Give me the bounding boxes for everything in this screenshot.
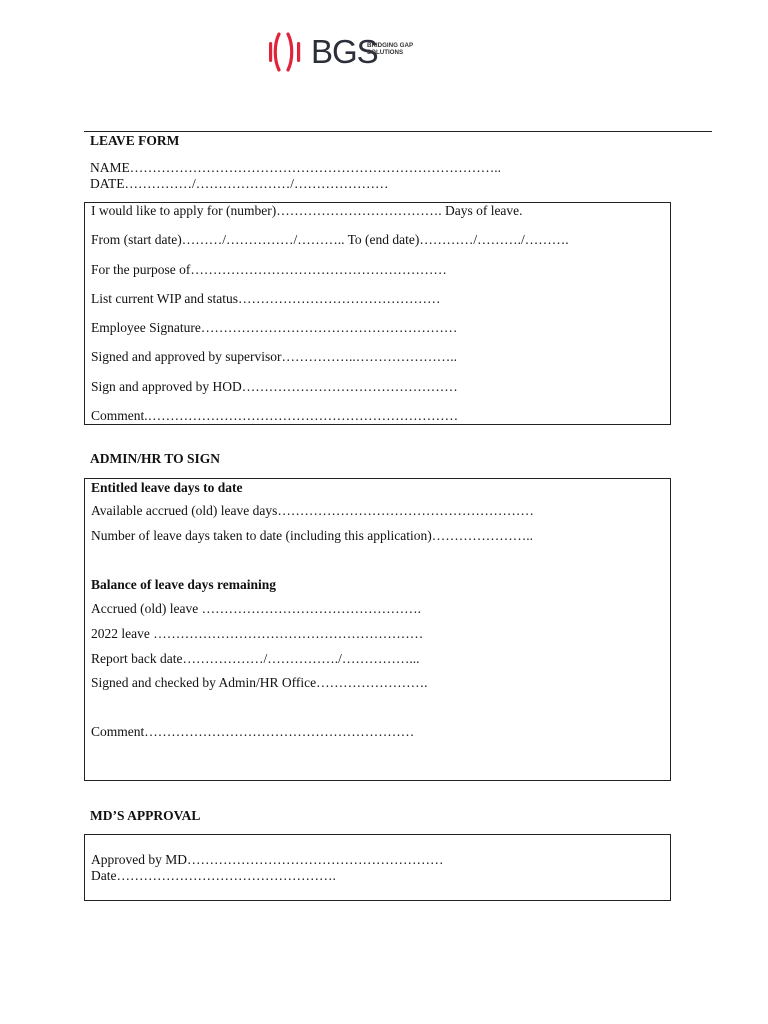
comment-field[interactable]: Comment.…………………………………………………………… — [91, 408, 459, 423]
entitled-heading: Entitled leave days to date — [91, 480, 243, 495]
balance-accrued-field[interactable]: Accrued (old) leave …………………………………………. — [91, 601, 421, 616]
bgs-logo-mark-icon — [266, 30, 308, 74]
md-date-field[interactable]: Date…………………………………………. — [91, 868, 336, 883]
balance-2022-field[interactable]: 2022 leave …………………………………………………… — [91, 626, 424, 641]
admin-signature-field[interactable]: Signed and checked by Admin/HR Office……………………. — [91, 675, 428, 690]
supervisor-approval-field[interactable]: Signed and approved by supervisor……………..………………….. — [91, 349, 457, 364]
md-approved-by-field[interactable]: Approved by MD………………………………………………… — [91, 852, 444, 867]
leave-dates-field[interactable]: From (start date)………/……………/……….. To (end date)…………/………./………. — [91, 232, 569, 247]
leave-application-box — [84, 202, 671, 425]
md-approval-heading: MD’S APPROVAL — [90, 808, 201, 823]
date-field[interactable]: DATE……………/…………………/………………… — [90, 176, 389, 191]
hod-approval-field[interactable]: Sign and approved by HOD………………………………………… — [91, 379, 458, 394]
logo-tagline: BRIDGING GAP SOLUTIONS — [367, 42, 414, 56]
name-field[interactable]: NAME……………………………………………………………………….. — [90, 160, 501, 175]
purpose-field[interactable]: For the purpose of………………………………………………… — [91, 262, 447, 277]
logo-wordmark: BGS — [311, 33, 378, 70]
wip-status-field[interactable]: List current WIP and status……………………………………… — [91, 291, 441, 306]
leave-taken-field[interactable]: Number of leave days taken to date (including this application)………………….. — [91, 528, 534, 543]
header-rule — [84, 131, 712, 132]
admin-comment-field[interactable]: Comment…………………………………………………… — [91, 724, 415, 739]
balance-heading: Balance of leave days remaining — [91, 577, 276, 592]
md-approval-box — [84, 834, 671, 901]
accrued-leave-field[interactable]: Available accrued (old) leave days………………………………………………… — [91, 503, 534, 518]
report-back-date-field[interactable]: Report back date………………/……………./……………... — [91, 651, 420, 666]
leave-form-heading: LEAVE FORM — [90, 133, 180, 148]
admin-hr-heading: ADMIN/HR TO SIGN — [90, 451, 221, 466]
admin-hr-box — [84, 478, 671, 781]
days-requested-field[interactable]: I would like to apply for (number)………………………………. Days of leave. — [91, 203, 523, 218]
company-logo — [266, 30, 426, 74]
employee-signature-field[interactable]: Employee Signature………………………………………………… — [91, 320, 458, 335]
